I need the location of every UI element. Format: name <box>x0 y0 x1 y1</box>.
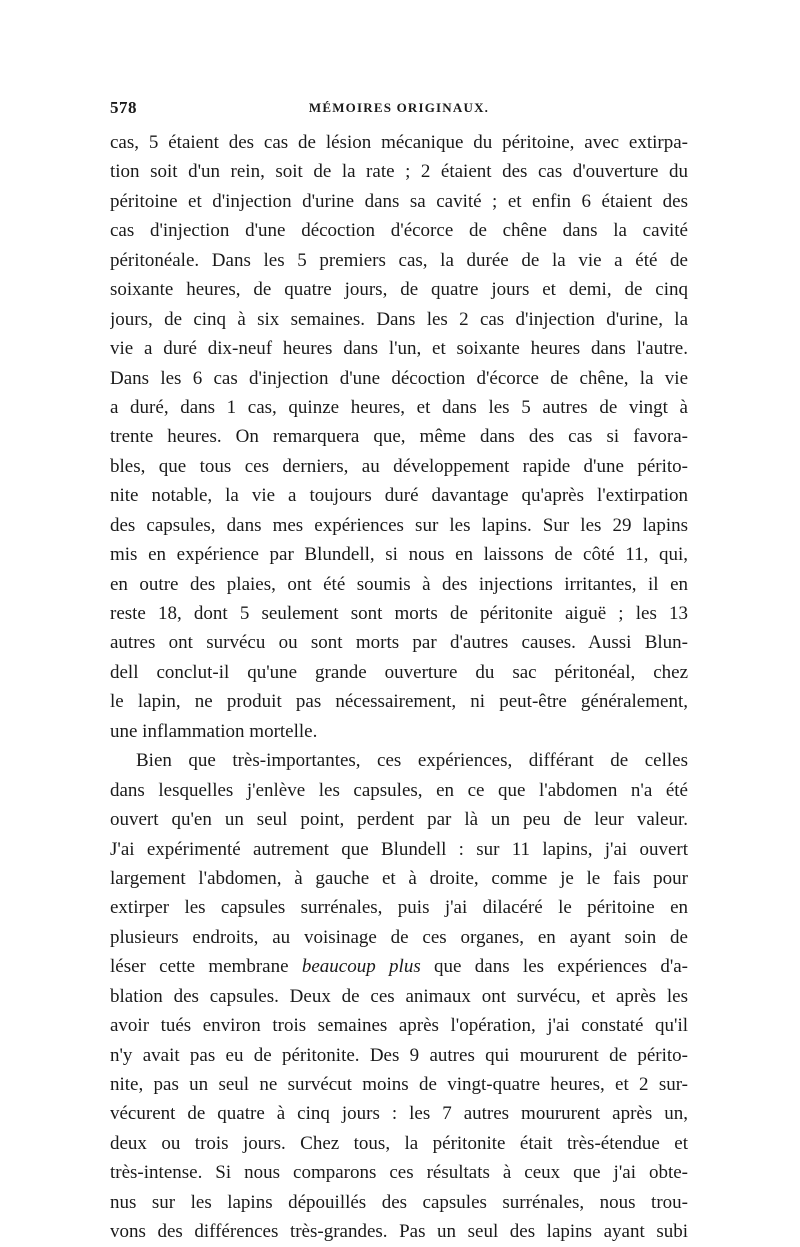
text-line: péritoine et d'injection d'urine dans sa cavité ; et enfin 6 étaient des <box>110 190 688 212</box>
text-line: extirper les capsules surrénales, puis j'ai dilacéré le péritoine en <box>110 897 688 919</box>
text-line: largement l'abdomen, à gauche et à droite, comme je le fais pour <box>110 867 688 889</box>
running-title: MÉMOIRES ORIGINAUX. <box>308 100 490 115</box>
text-line: deux ou trois jours. Chez tous, la péritonite était très-étendue et <box>110 1132 688 1154</box>
text-line: dans lesquelles j'enlève les capsules, en ce que l'abdomen n'a été <box>110 779 688 801</box>
body-text <box>110 128 688 1247</box>
paragraph-end-line: une inflammation mortelle. <box>110 720 318 742</box>
running-head <box>110 98 688 122</box>
text-line: le lapin, ne produit pas nécessairement, ni peut-être généralement, <box>110 691 688 713</box>
text-line: vécurent de quatre à cinq jours : les 7 autres moururent après un, <box>110 1103 688 1125</box>
text-line: soixante heures, de quatre jours, de quatre jours et demi, de cinq <box>110 279 688 301</box>
text-line: des capsules, dans mes expériences sur les lapins. Sur les 29 lapins <box>110 514 688 536</box>
text-line: nite notable, la vie a toujours duré davantage qu'après l'extirpation <box>110 485 688 507</box>
text-line: blation des capsules. Deux de ces animaux ont survécu, et après les <box>110 985 688 1007</box>
text-segment: léser cette membrane <box>110 956 302 978</box>
text-line: nus sur les lapins dépouillés des capsules surrénales, nous trou- <box>110 1191 688 1213</box>
text-line: trente heures. On remarquera que, même dans des cas si favora- <box>110 426 688 448</box>
text-line: n'y avait pas eu de péritonite. Des 9 autres qui moururent de périto- <box>110 1044 688 1066</box>
text-line: vons des différences très-grandes. Pas un seul des lapins ayant subi <box>110 1221 688 1243</box>
text-line: autres ont survécu ou sont morts par d'autres causes. Aussi Blun- <box>110 632 688 654</box>
text-line: dell conclut-il qu'une grande ouverture du sac péritonéal, chez <box>110 661 688 683</box>
emphasis-text: beaucoup plus <box>301 956 421 978</box>
text-line: plusieurs endroits, au voisinage de ces organes, en ayant soin de <box>110 926 688 948</box>
text-line: mis en expérience par Blundell, si nous en laissons de côté 11, qui, <box>110 544 688 566</box>
text-line: jours, de cinq à six semaines. Dans les 2 cas d'injection d'urine, la <box>110 308 688 330</box>
text-segment: que dans les expériences d'a- <box>420 956 688 978</box>
text-line: bles, que tous ces derniers, au développement rapide d'une périto- <box>110 455 688 477</box>
text-line: cas d'injection d'une décoction d'écorce de chêne dans la cavité <box>110 220 688 242</box>
text-line: reste 18, dont 5 seulement sont morts de péritonite aiguë ; les 13 <box>110 603 688 624</box>
text-line: ouvert qu'en un seul point, perdent par là un peu de leur valeur. <box>110 809 688 831</box>
page-number: 578 <box>110 98 137 117</box>
text-line: cas, 5 étaient des cas de lésion mécanique du péritoine, avec extirpa- <box>110 132 688 153</box>
text-line: J'ai expérimenté autrement que Blundell : sur 11 lapins, j'ai ouvert <box>110 838 688 860</box>
text-line: très-intense. Si nous comparons ces résultats à ceux que j'ai obte- <box>110 1162 688 1184</box>
text-line: nite, pas un seul ne survécut moins de vingt-quatre heures, et 2 sur- <box>110 1074 688 1095</box>
text-line: péritonéale. Dans les 5 premiers cas, la durée de la vie a été de <box>110 249 688 271</box>
text-line: vie a duré dix-neuf heures dans l'un, et soixante heures dans l'autre. <box>110 338 688 360</box>
text-line: avoir tués environ trois semaines après l'opération, j'ai constaté qu'il <box>110 1015 688 1037</box>
text-line: a duré, dans 1 cas, quinze heures, et dans les 5 autres de vingt à <box>110 396 688 418</box>
text-line: Dans les 6 cas d'injection d'une décoction d'écorce de chêne, la vie <box>110 367 688 389</box>
paragraph-start-line: Bien que très-importantes, ces expériences, différant de celles <box>136 750 688 772</box>
text-line: tion soit d'un rein, soit de la rate ; 2 étaient des cas d'ouverture du <box>110 161 688 183</box>
text-line: en outre des plaies, ont été soumis à des injections irritantes, il en <box>110 573 688 595</box>
text-line-with-emphasis <box>110 952 688 981</box>
